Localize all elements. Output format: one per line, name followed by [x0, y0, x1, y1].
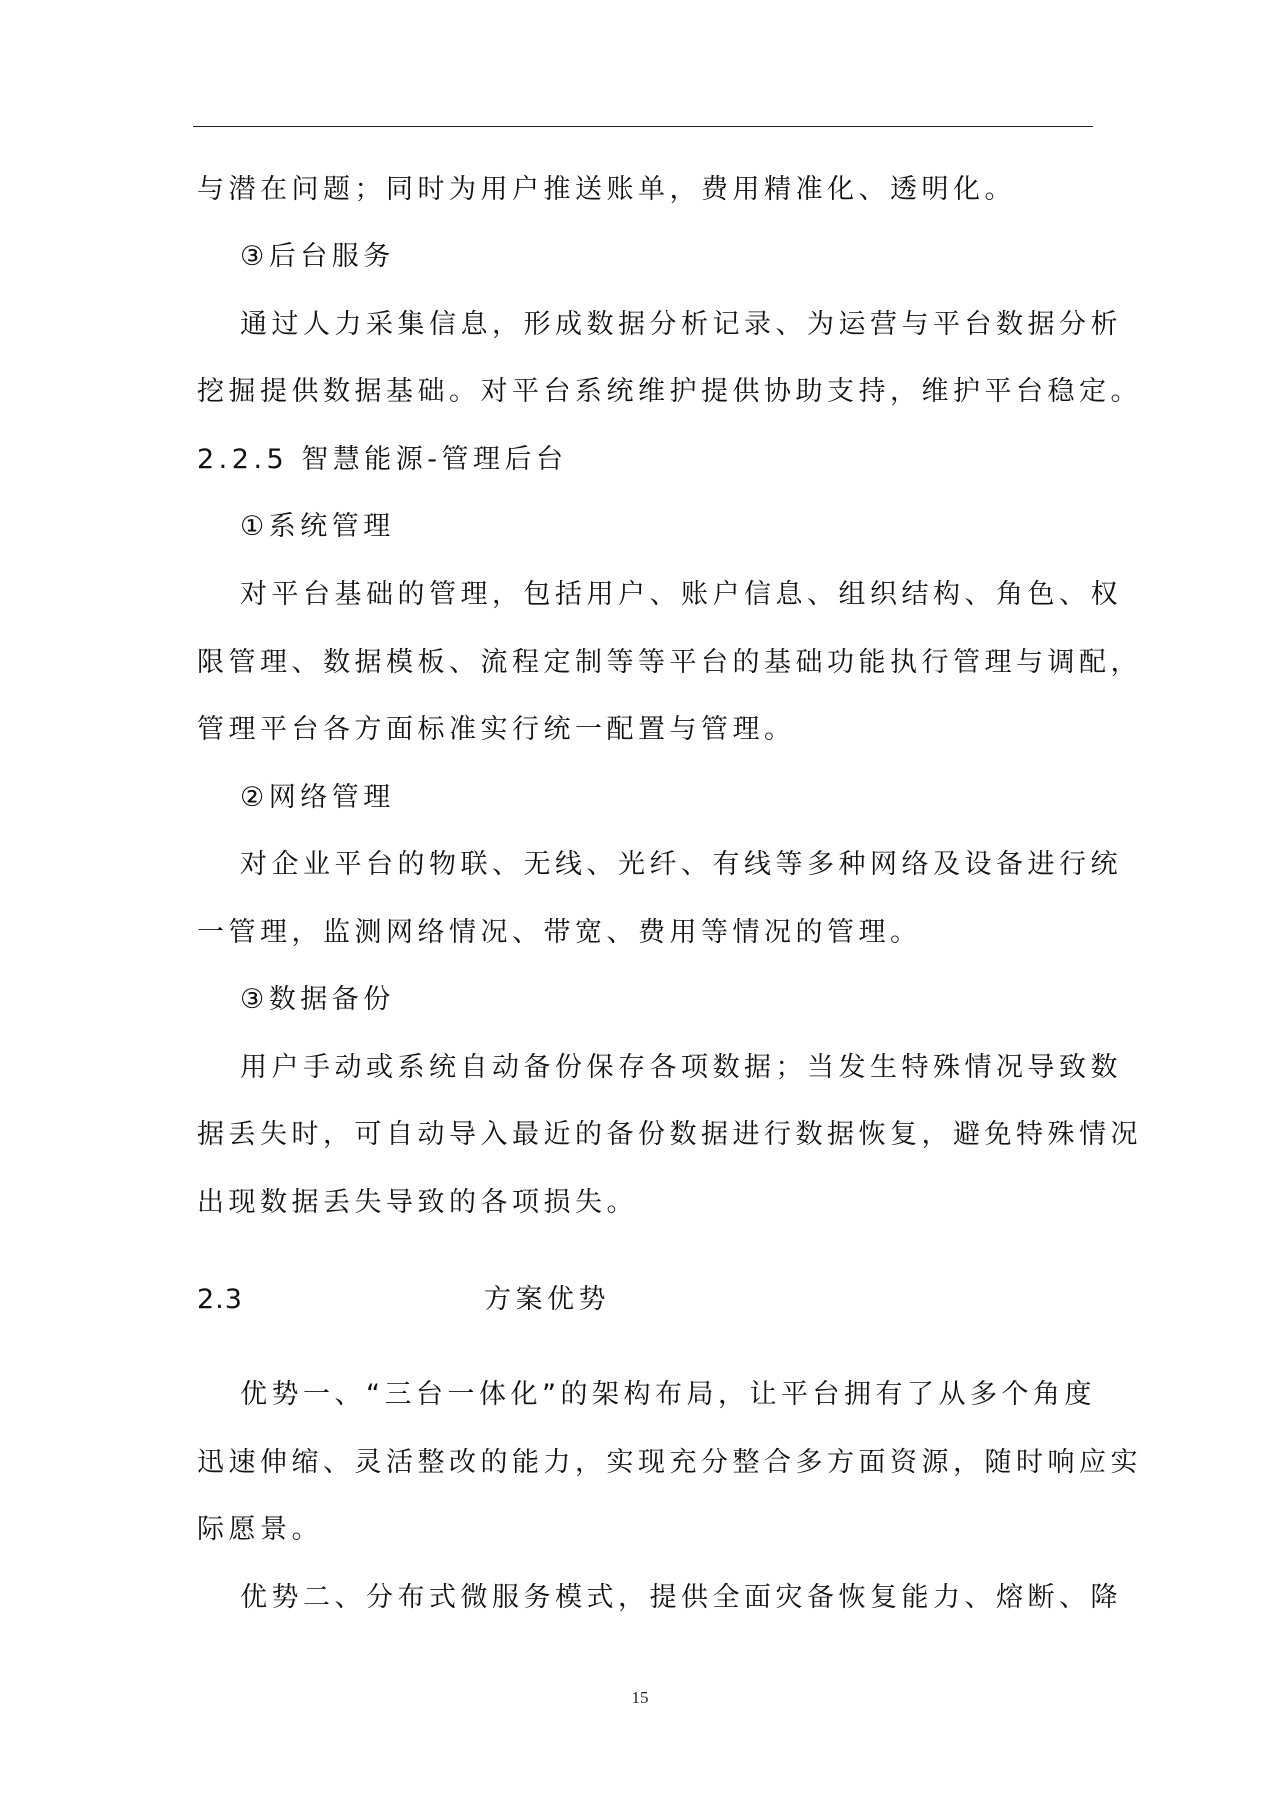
paragraph-line: 对平台基础的管理，包括用户、账户信息、组织结构、角色、权	[240, 579, 1122, 610]
section-title: 方案优势	[484, 1284, 610, 1315]
subheading-data-backup: ③数据备份	[240, 984, 395, 1015]
page-number: 15	[631, 1688, 649, 1707]
paragraph-line: 限管理、数据模板、流程定制等等平台的基础功能执行管理与调配，	[197, 647, 1142, 678]
paragraph-line: 对企业平台的物联、无线、光纤、有线等多种网络及设备进行统	[240, 849, 1122, 880]
subheading-network-management: ②网络管理	[240, 782, 395, 813]
subheading-backend-service: ③后台服务	[240, 241, 395, 272]
section-heading-2-3	[197, 1283, 610, 1317]
section-heading-2-2-5: 2.2.5 智慧能源-管理后台	[197, 444, 568, 475]
subheading-system-management: ①系统管理	[240, 511, 395, 542]
paragraph-line: 迅速伸缩、灵活整改的能力，实现充分整合多方面资源，随时响应实	[197, 1447, 1142, 1478]
paragraph-line: 据丢失时，可自动导入最近的备份数据进行数据恢复，避免特殊情况	[197, 1119, 1142, 1150]
paragraph-line: 用户手动或系统自动备份保存各项数据；当发生特殊情况导致数	[240, 1052, 1122, 1083]
paragraph-line: 管理平台各方面标准实行统一配置与管理。	[197, 714, 796, 745]
header-rule	[193, 126, 1093, 127]
paragraph-line: 际愿景。	[197, 1514, 323, 1545]
paragraph-line: 出现数据丢失导致的各项损失。	[197, 1187, 638, 1218]
paragraph-line: 挖掘提供数据基础。对平台系统维护提供协助支持，维护平台稳定。	[197, 376, 1142, 407]
paragraph-line: 通过人力采集信息，形成数据分析记录、为运营与平台数据分析	[240, 309, 1122, 340]
paragraph-line: 与潜在问题；同时为用户推送账单，费用精准化、透明化。	[197, 174, 1016, 205]
paragraph-line: 一管理，监测网络情况、带宽、费用等情况的管理。	[197, 917, 922, 948]
paragraph-line: 优势二、分布式微服务模式，提供全面灾备恢复能力、熔断、降	[240, 1582, 1122, 1613]
paragraph-line: 优势一、“三台一体化”的架构布局，让平台拥有了从多个角度	[240, 1379, 1096, 1410]
section-number: 2.3	[197, 1284, 243, 1315]
